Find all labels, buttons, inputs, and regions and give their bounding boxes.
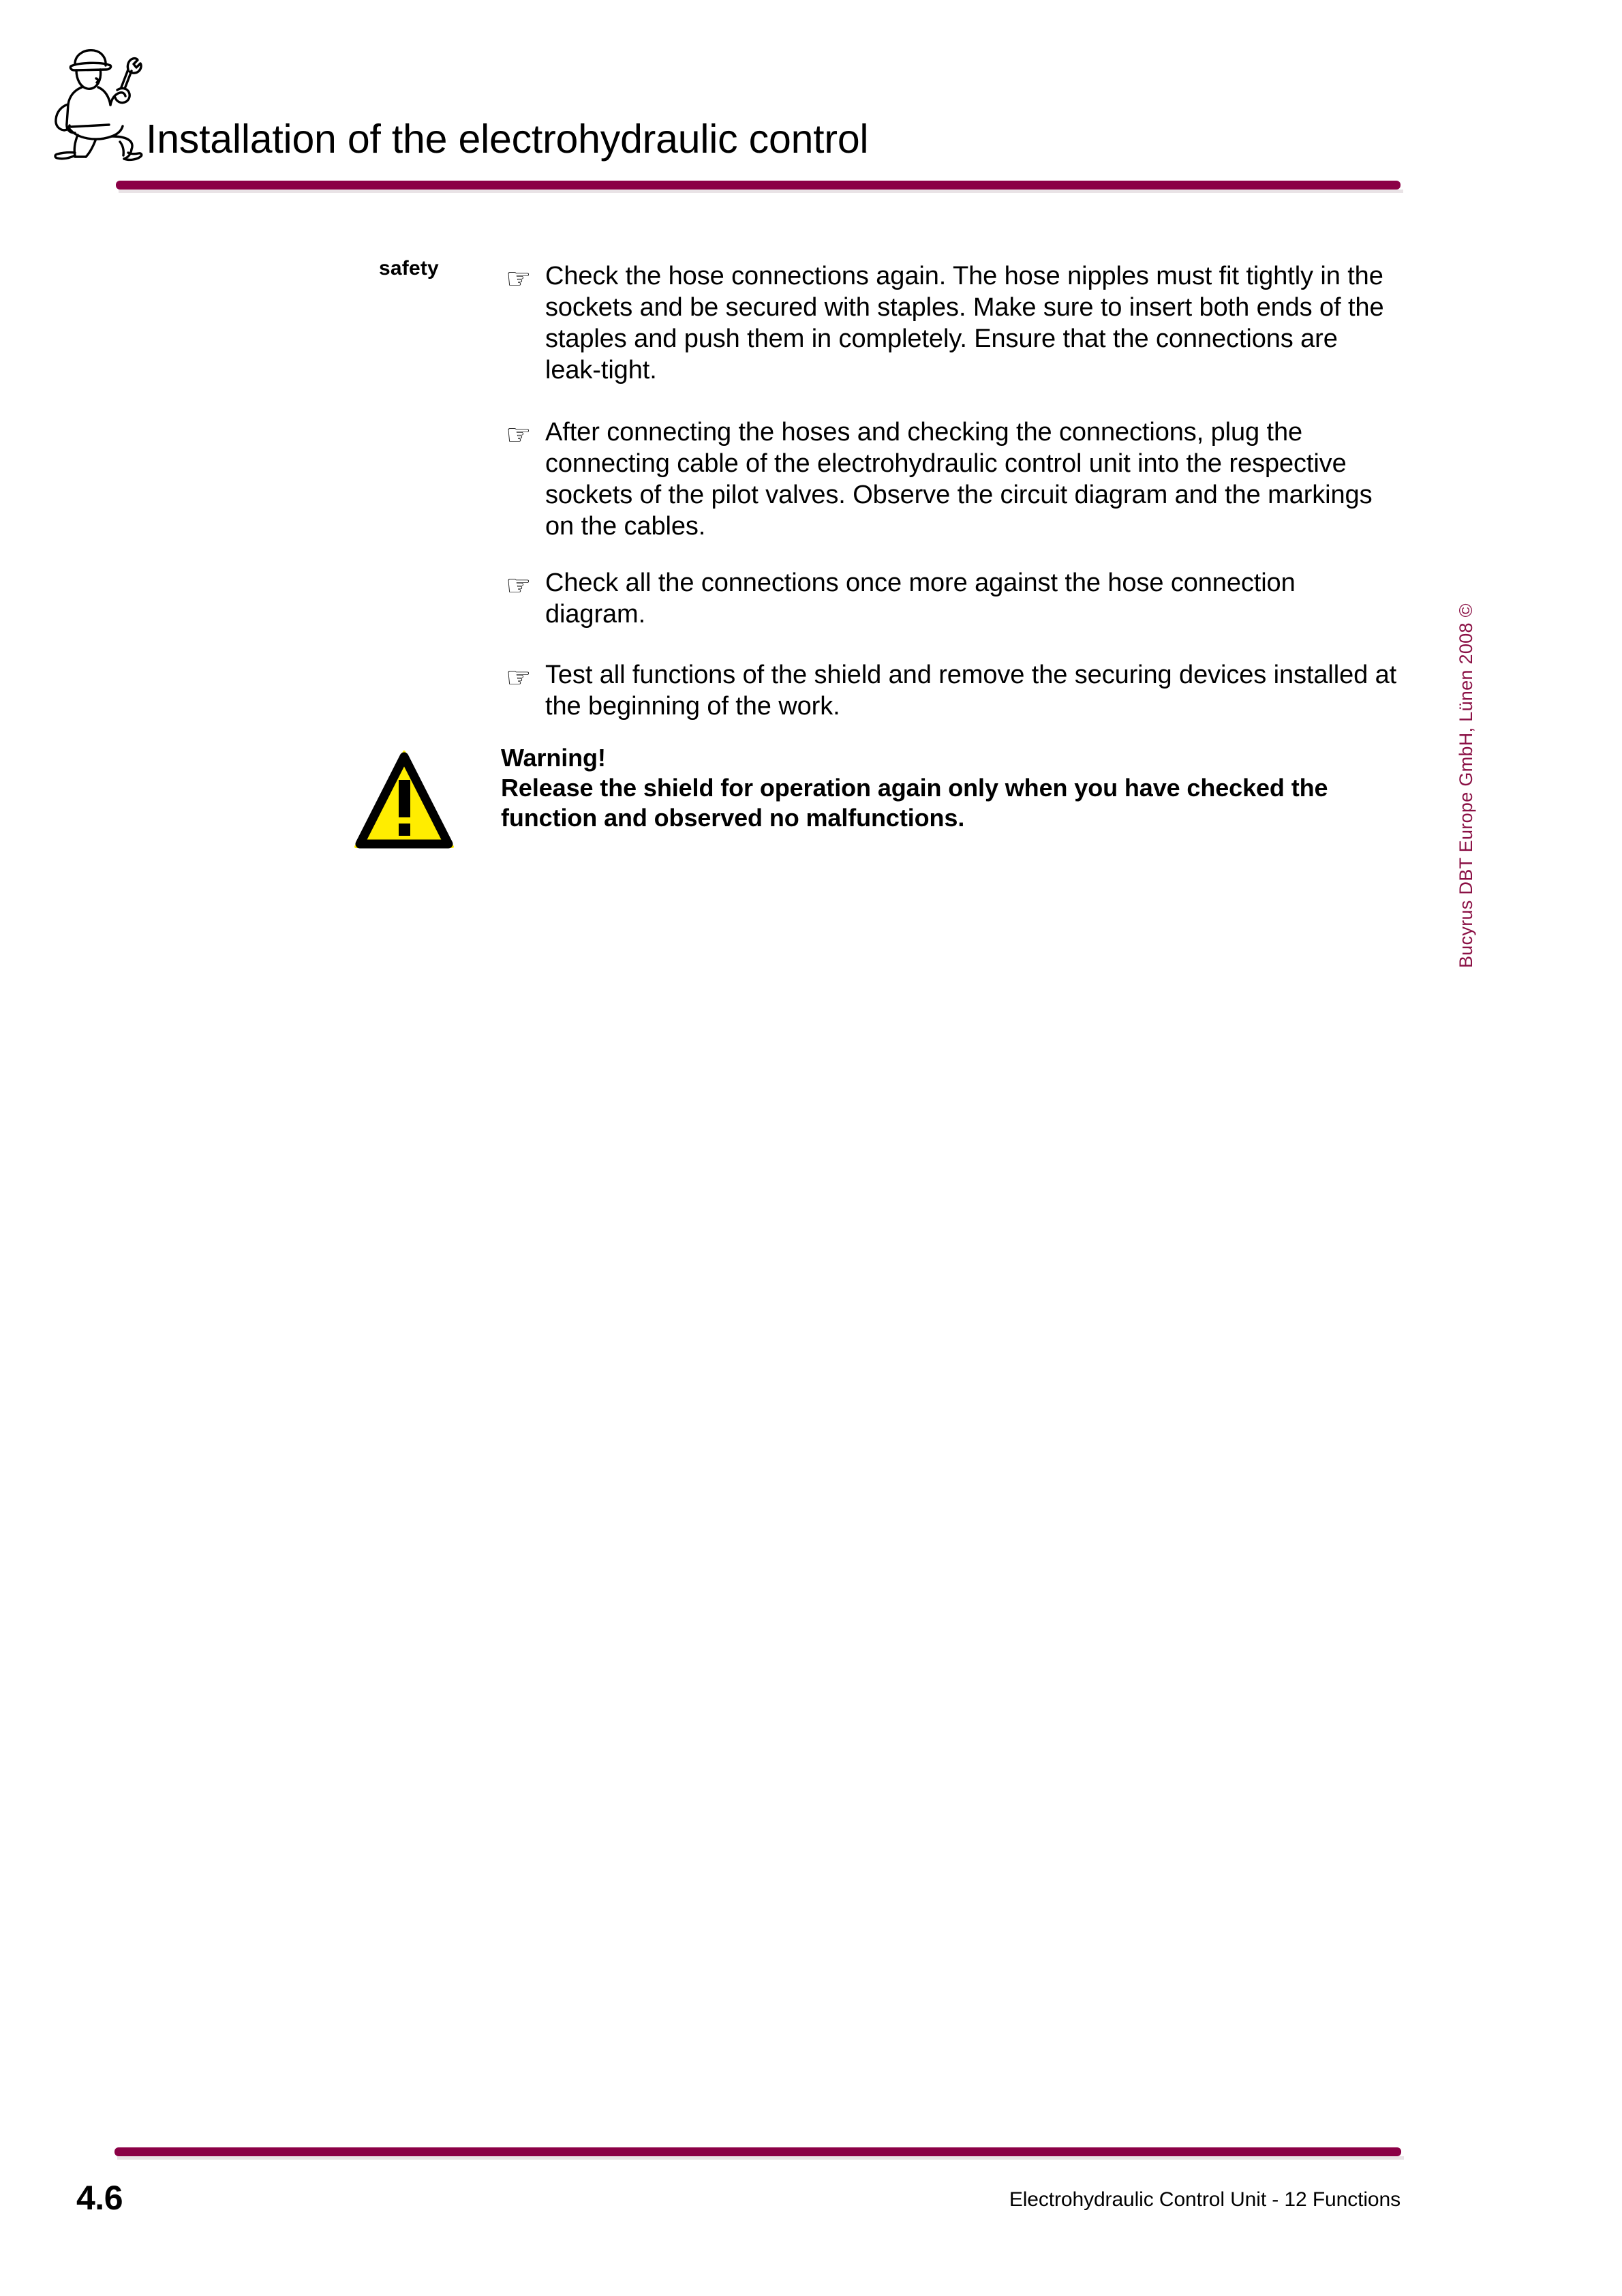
warning-body: Release the shield for operation again only when you have checked the function and observed no malfunctions.	[501, 774, 1328, 832]
header-rule	[116, 181, 1401, 190]
kneeling-worker-with-wrench-icon	[35, 40, 151, 166]
page-number: 4.6	[76, 2179, 123, 2217]
list-item	[506, 659, 1398, 722]
warning-block	[354, 743, 1403, 866]
pointing-hand-icon: ☞	[506, 661, 532, 694]
footer-document-title: Electrohydraulic Control Unit - 12 Functions	[1009, 2188, 1401, 2211]
copyright-text: Bucyrus DBT Europe GmbH, Lünen 2008 ©	[1456, 603, 1476, 968]
header-rule-shadow	[119, 190, 1403, 193]
list-item-text: After connecting the hoses and checking the connections, plug the connecting cable of the electrohydraulic control unit into the respective sockets of the pilot valves. Observe the circuit diagram and the markings on the cables.	[545, 418, 1373, 541]
pointing-hand-icon: ☞	[506, 262, 532, 295]
list-item-text: Check the hose connections again. The hose nipples must fit tightly in the sockets and be secured with staples. Make sure to insert both ends of the staples and push them in completely. Ensure that the connections are leak-tight.	[545, 262, 1384, 384]
page-title: Installation of the electrohydraulic control	[146, 117, 869, 162]
margin-label-safety: safety	[379, 257, 439, 280]
list-item-text: Test all functions of the shield and remove the securing devices installed at the beginning of the work.	[545, 661, 1397, 721]
warning-triangle-icon	[354, 750, 455, 849]
list-item	[506, 260, 1398, 386]
side-copyright	[1456, 603, 1483, 1309]
list-item	[506, 567, 1398, 630]
list-item-text: Check all the connections once more against the hose connection diagram.	[545, 569, 1296, 629]
pointing-hand-icon: ☞	[506, 418, 532, 451]
page-header	[0, 0, 1622, 198]
footer-rule-shadow	[117, 2156, 1404, 2160]
list-item	[506, 417, 1398, 542]
footer-rule	[114, 2147, 1401, 2156]
warning-title: Warning!	[501, 744, 606, 772]
warning-text	[501, 743, 1401, 833]
page-footer	[0, 2127, 1622, 2296]
pointing-hand-icon: ☞	[506, 569, 532, 602]
